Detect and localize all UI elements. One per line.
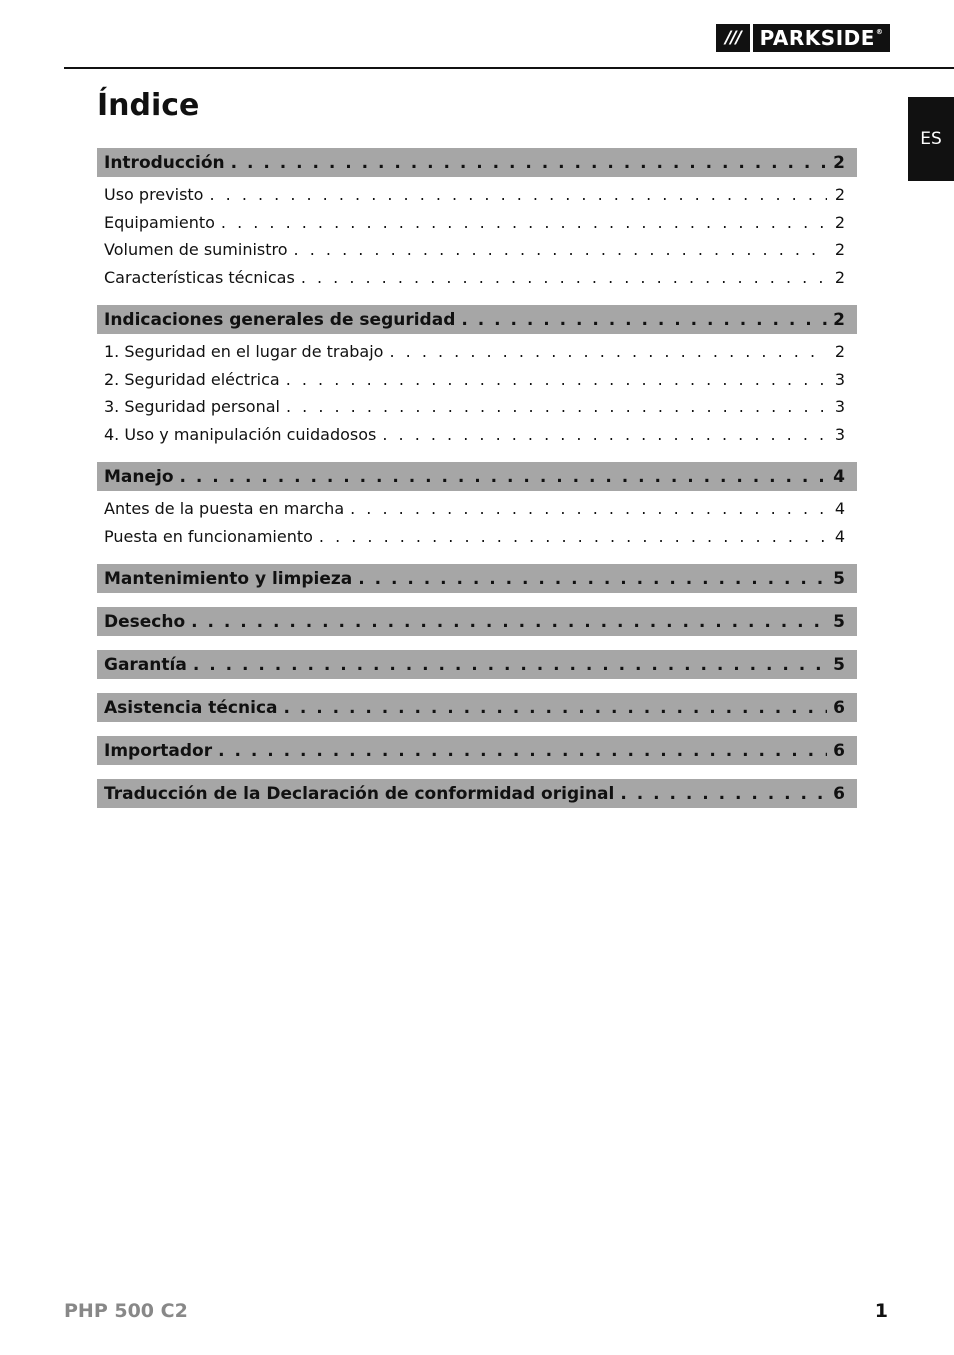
registered-mark: ® [875, 28, 884, 36]
toc-section-page: 2 [833, 152, 845, 173]
toc-section [97, 650, 857, 679]
toc-entry-page: 4 [834, 499, 845, 519]
toc-section-label: Asistencia técnica [104, 697, 278, 718]
logo-wordmark [753, 24, 890, 52]
dot-leader [286, 370, 827, 389]
toc-section-heading[interactable] [97, 564, 857, 593]
dot-leader [286, 397, 827, 416]
toc-section-label: Garantía [104, 654, 187, 675]
toc-section-heading[interactable] [97, 148, 857, 177]
toc-entry[interactable] [97, 421, 857, 449]
toc-section [97, 305, 857, 448]
dot-leader [294, 240, 827, 259]
dot-leader [301, 268, 827, 287]
dot-leader [389, 342, 827, 361]
toc-section [97, 148, 857, 291]
dot-leader [350, 499, 827, 518]
toc-entry[interactable] [97, 264, 857, 292]
dot-leader [284, 698, 828, 718]
toc-section-heading[interactable] [97, 779, 857, 808]
toc-section-heading[interactable] [97, 736, 857, 765]
toc-section-heading[interactable] [97, 650, 857, 679]
dot-leader [358, 569, 827, 589]
toc-entry-label: Volumen de suministro [104, 240, 288, 260]
toc-subsection-list [97, 334, 857, 448]
toc-section-label: Mantenimiento y limpieza [104, 568, 353, 589]
toc-entry-page: 3 [834, 369, 845, 389]
footer-model: PHP 500 C2 [64, 1300, 188, 1322]
toc-entry-page: 4 [834, 526, 845, 546]
toc-entry-page: 3 [834, 397, 845, 417]
dot-leader [218, 741, 827, 761]
dot-leader [319, 527, 827, 546]
toc-section-page: 4 [833, 466, 845, 487]
toc-section-label: Manejo [104, 466, 174, 487]
toc-section [97, 693, 857, 722]
toc-section [97, 607, 857, 636]
dot-leader [209, 185, 827, 204]
toc-entry[interactable] [97, 209, 857, 237]
toc-subsection-list [97, 491, 857, 550]
logo-stripes: /// [716, 24, 750, 52]
dot-leader [180, 467, 827, 487]
logo-brand-text: PARKSIDE [759, 26, 875, 50]
toc-section-heading[interactable] [97, 693, 857, 722]
dot-leader [461, 310, 827, 330]
toc-entry[interactable] [97, 366, 857, 394]
toc-entry[interactable] [97, 393, 857, 421]
toc-entry[interactable] [97, 181, 857, 209]
toc-entry-page: 2 [834, 267, 845, 287]
toc-entry-label: Equipamiento [104, 212, 215, 232]
toc-section-page: 6 [833, 783, 845, 804]
toc-entry-label: 3. Seguridad personal [104, 397, 280, 417]
toc-entry-page: 3 [834, 424, 845, 444]
toc-section [97, 462, 857, 550]
parkside-logo [716, 24, 890, 52]
header-rule [64, 67, 954, 69]
toc-section-page: 6 [833, 697, 845, 718]
language-tab: ES [908, 97, 954, 181]
dot-leader [231, 153, 827, 173]
toc-section-page: 2 [833, 309, 845, 330]
toc-entry-label: Puesta en funcionamiento [104, 526, 313, 546]
toc-section-label: Introducción [104, 152, 225, 173]
dot-leader [620, 784, 827, 804]
toc-entry-page: 2 [834, 212, 845, 232]
toc-section-page: 6 [833, 740, 845, 761]
toc-entry[interactable] [97, 338, 857, 366]
toc-section-page: 5 [833, 654, 845, 675]
toc-section [97, 779, 857, 808]
toc-section-heading[interactable] [97, 305, 857, 334]
table-of-contents [97, 148, 857, 822]
toc-entry-page: 2 [834, 240, 845, 260]
toc-section-page: 5 [833, 611, 845, 632]
toc-entry-page: 2 [834, 185, 845, 205]
toc-section [97, 736, 857, 765]
toc-entry-page: 2 [834, 342, 845, 362]
toc-entry[interactable] [97, 495, 857, 523]
toc-entry[interactable] [97, 236, 857, 264]
toc-section-page: 5 [833, 568, 845, 589]
toc-section-label: Importador [104, 740, 213, 761]
toc-entry-label: Uso previsto [104, 185, 204, 205]
toc-section-heading[interactable] [97, 462, 857, 491]
page-title: Índice [97, 88, 200, 123]
footer-page-number: 1 [874, 1300, 888, 1322]
toc-section-heading[interactable] [97, 607, 857, 636]
toc-section-label: Desecho [104, 611, 186, 632]
toc-entry-label: 4. Uso y manipulación cuidadosos [104, 424, 377, 444]
toc-entry[interactable] [97, 523, 857, 551]
toc-entry-label: 1. Seguridad en el lugar de trabajo [104, 342, 384, 362]
toc-section-label: Indicaciones generales de seguridad [104, 309, 456, 330]
toc-entry-label: Características técnicas [104, 267, 295, 287]
toc-entry-label: Antes de la puesta en marcha [104, 499, 345, 519]
toc-subsection-list [97, 177, 857, 291]
dot-leader [221, 213, 827, 232]
dot-leader [191, 612, 827, 632]
toc-section [97, 564, 857, 593]
toc-entry-label: 2. Seguridad eléctrica [104, 369, 280, 389]
toc-section-label: Traducción de la Declaración de conformidad original [104, 783, 615, 804]
dot-leader [382, 425, 827, 444]
dot-leader [193, 655, 827, 675]
